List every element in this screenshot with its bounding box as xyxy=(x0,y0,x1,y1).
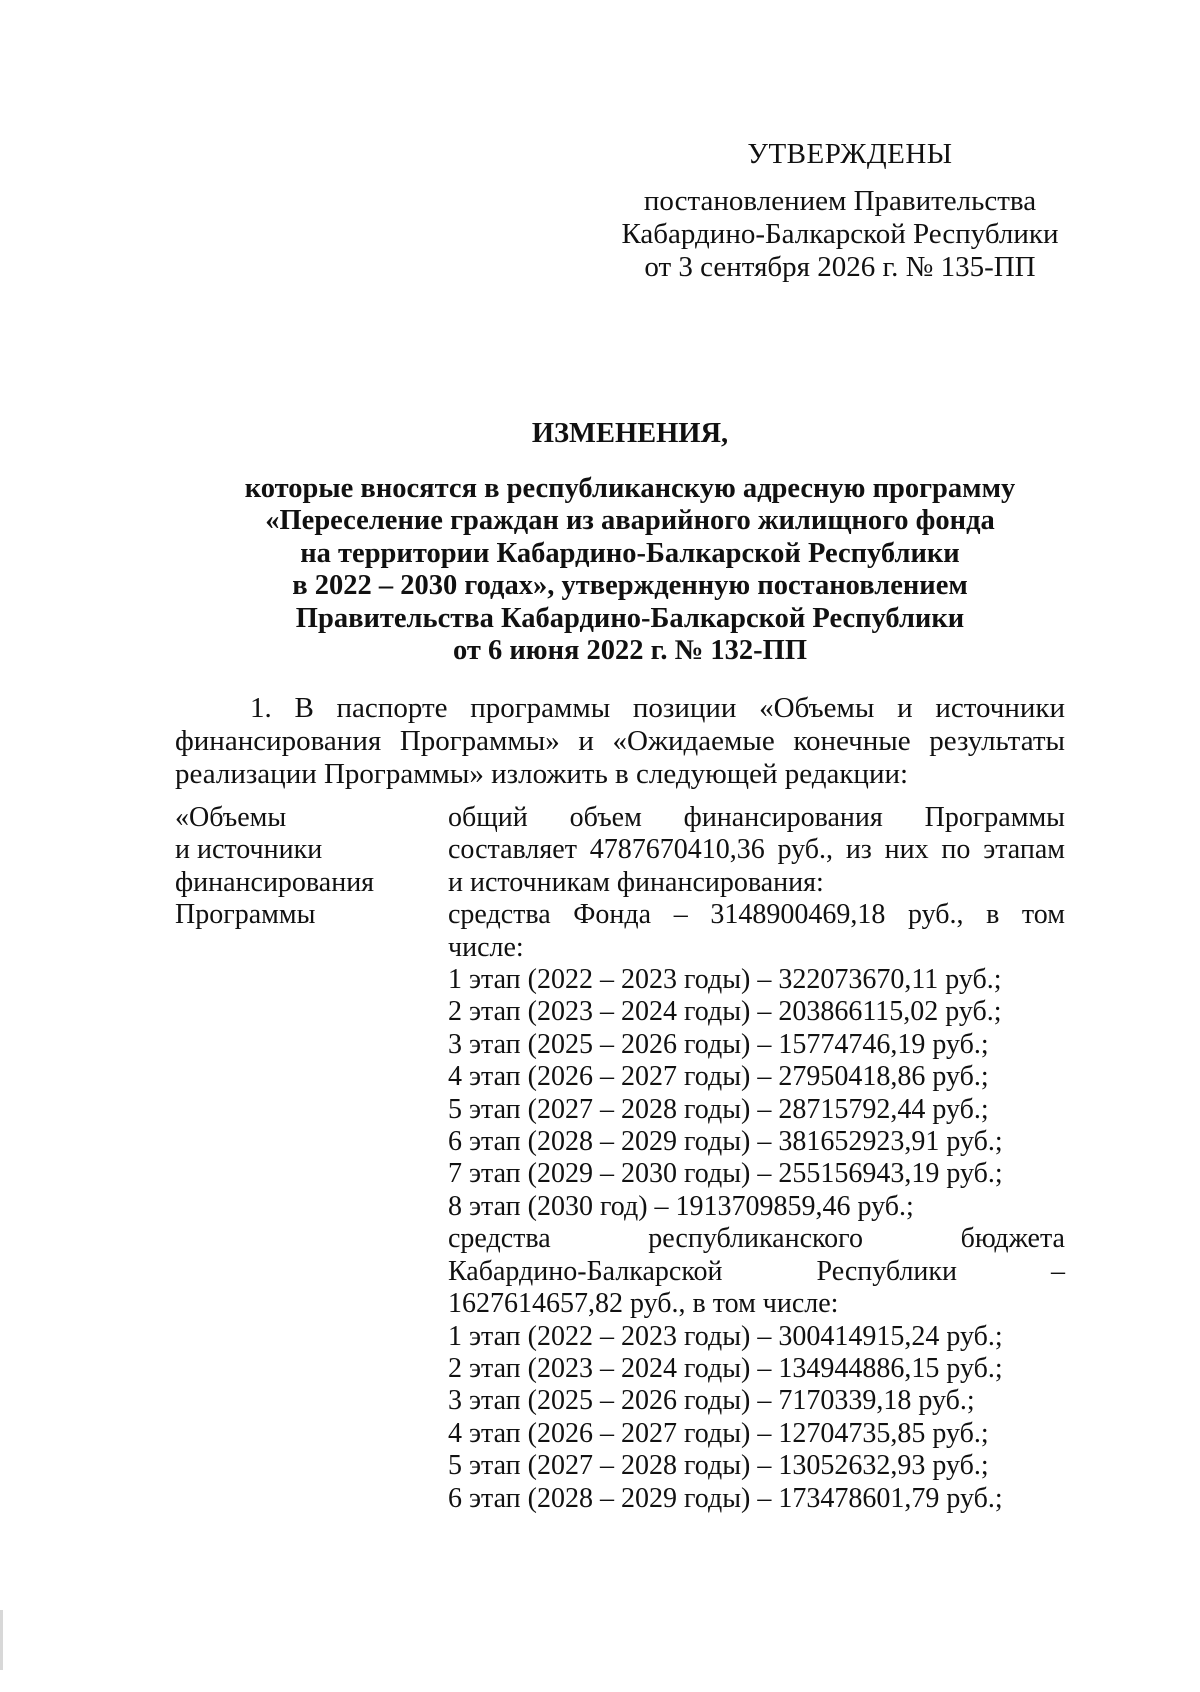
budget-line: средства республиканского бюджета xyxy=(448,1223,1065,1255)
budget-stage: 1 этап (2022 – 2023 годы) – 300414915,24 руб.; xyxy=(448,1320,1003,1352)
passport-value xyxy=(448,802,1065,1515)
title-line: от 6 июня 2022 г. № 132-ПП xyxy=(453,635,807,666)
budget-line: Кабардино-Балкарской Республики – xyxy=(448,1255,1065,1287)
approval-line: от 3 сентября 2026 г. № 135-ПП xyxy=(644,251,1036,283)
total-line: общий объем финансирования Программы xyxy=(448,802,1065,833)
fund-line: числе: xyxy=(448,931,524,963)
fund-stage: 4 этап (2026 – 2027 годы) – 27950418,86 руб.; xyxy=(448,1061,989,1093)
budget-stage: 3 этап (2025 – 2026 годы) – 7170339,18 руб.; xyxy=(448,1385,975,1417)
budget-stage: 5 этап (2027 – 2028 годы) – 13052632,93 руб.; xyxy=(448,1450,989,1482)
approval-stamp xyxy=(605,138,1075,284)
budget-stage: 4 этап (2026 – 2027 годы) – 12704735,85 руб.; xyxy=(448,1417,989,1449)
budget-stage: 2 этап (2023 – 2024 годы) – 134944886,15 руб.; xyxy=(448,1352,1003,1384)
approval-line: постановлением Правительства xyxy=(643,185,1037,217)
approval-heading: УТВЕРЖДЕНЫ xyxy=(747,138,953,170)
fund-stage: 7 этап (2029 – 2030 годы) – 255156943,19 руб.; xyxy=(448,1158,1003,1190)
fund-stage: 1 этап (2022 – 2023 годы) – 322073670,11 руб.; xyxy=(448,964,1002,996)
document-title xyxy=(160,418,1100,668)
budget-stage: 6 этап (2028 – 2029 годы) – 173478601,79 руб.; xyxy=(448,1482,1003,1514)
label-line: и источники xyxy=(175,834,323,866)
budget-line: 1627614657,82 руб., в том числе: xyxy=(448,1288,839,1320)
fund-stage: 8 этап (2030 год) – 1913709859,46 руб.; xyxy=(448,1190,914,1222)
title-main: ИЗМЕНЕНИЯ, xyxy=(531,418,729,449)
fund-line: средства Фонда – 3148900469,18 руб., в том xyxy=(448,899,1065,931)
fund-stage: 3 этап (2025 – 2026 годы) – 15774746,19 руб.; xyxy=(448,1028,989,1060)
total-line: составляет 4787670410,36 руб., из них по этапам xyxy=(448,834,1065,866)
approval-line: Кабардино-Балкарской Республики xyxy=(621,218,1059,250)
label-line: финансирования xyxy=(175,866,375,898)
intro-paragraph: 1. В паспорте программы позиции «Объемы и источники финансирования Программы» и «Ожидаемые конечные результаты реализации Программы» изложить в следующей редакции: xyxy=(175,692,1065,790)
total-line: и источникам финансирования: xyxy=(448,866,824,898)
fund-stage: 5 этап (2027 – 2028 годы) – 28715792,44 руб.; xyxy=(448,1093,989,1125)
scan-edge-mark xyxy=(0,1610,3,1670)
fund-stage: 6 этап (2028 – 2029 годы) – 381652923,91 руб.; xyxy=(448,1126,1003,1158)
title-line: в 2022 – 2030 годах», утвержденную постановлением xyxy=(292,570,968,601)
fund-stage: 2 этап (2023 – 2024 годы) – 203866115,02 руб.; xyxy=(448,996,1002,1028)
title-line: «Переселение граждан из аварийного жилищного фонда xyxy=(265,505,995,536)
title-line: на территории Кабардино-Балкарской Республики xyxy=(300,537,960,569)
title-line: Правительства Кабардино-Балкарской Республики xyxy=(295,602,965,634)
label-line: «Объемы xyxy=(175,802,287,833)
title-line: которые вносятся в республиканскую адресную программу xyxy=(244,472,1016,504)
label-line: Программы xyxy=(175,899,316,931)
passport-label xyxy=(175,802,435,932)
